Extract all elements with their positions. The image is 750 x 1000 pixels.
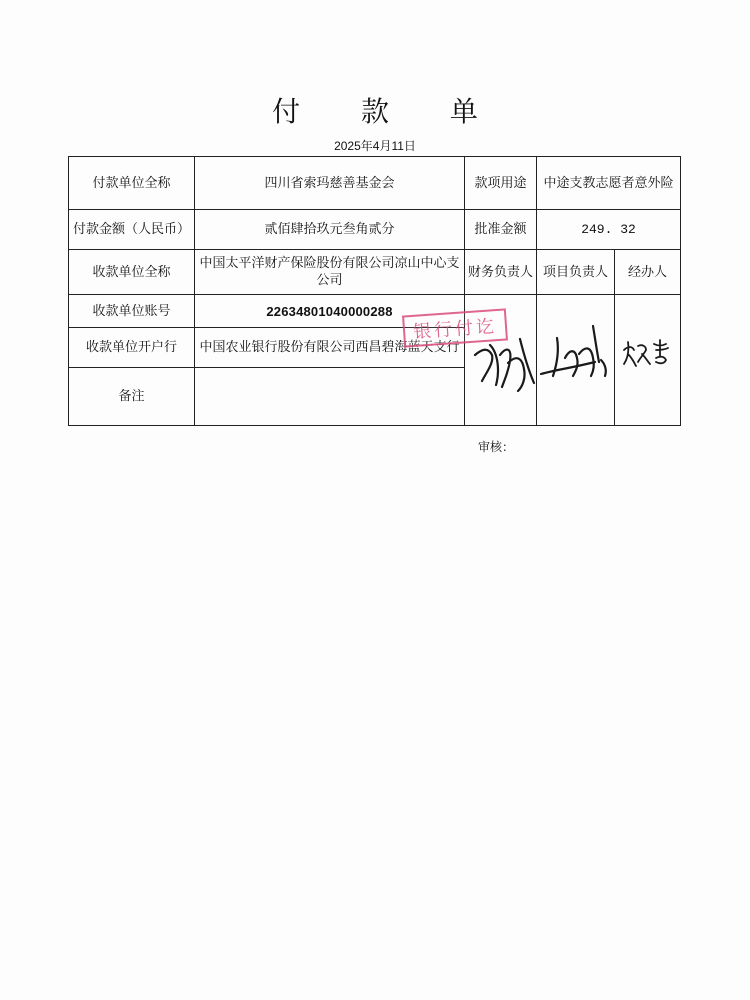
document-date: 2025年4月11日 [334,139,416,153]
remarks-label: 备注 [69,368,195,426]
bank-paid-stamp: 银行付讫 [402,308,508,347]
approved-amount-value: 249. 32 [537,210,681,250]
payee-account-value: 22634801040000288 [195,295,465,328]
table-row [69,250,681,295]
payee-bank-value: 中国农业银行股份有限公司西昌碧海蓝天支行 [195,328,465,368]
handler-label: 经办人 [615,250,681,295]
project-head-label: 项目负责人 [537,250,615,295]
project-head-signature [535,318,613,388]
purpose-value: 中途支教志愿者意外险 [537,157,681,210]
review-label: 审核： [478,440,515,454]
purpose-label: 款项用途 [465,157,537,210]
payer-name-value: 四川省索玛慈善基金会 [195,157,465,210]
payer-name-label: 付款单位全称 [69,157,195,210]
remarks-value [195,368,465,426]
table-row [69,210,681,250]
table-row [69,157,681,210]
approved-amount-label: 批准金额 [465,210,537,250]
payee-account-label: 收款单位账号 [69,295,195,328]
document-title: 付 款 单 [272,95,504,128]
payee-bank-label: 收款单位开户行 [69,328,195,368]
finance-head-label: 财务负责人 [465,250,537,295]
payee-name-value: 中国太平洋财产保险股份有限公司凉山中心支公司 [195,250,465,295]
payment-amount-value: 贰佰肆拾玖元叁角贰分 [195,210,465,250]
handler-signature [620,336,672,370]
finance-head-signature [470,325,540,395]
payee-name-label: 收款单位全称 [69,250,195,295]
payment-amount-label: 付款金额（人民币） [69,210,195,250]
